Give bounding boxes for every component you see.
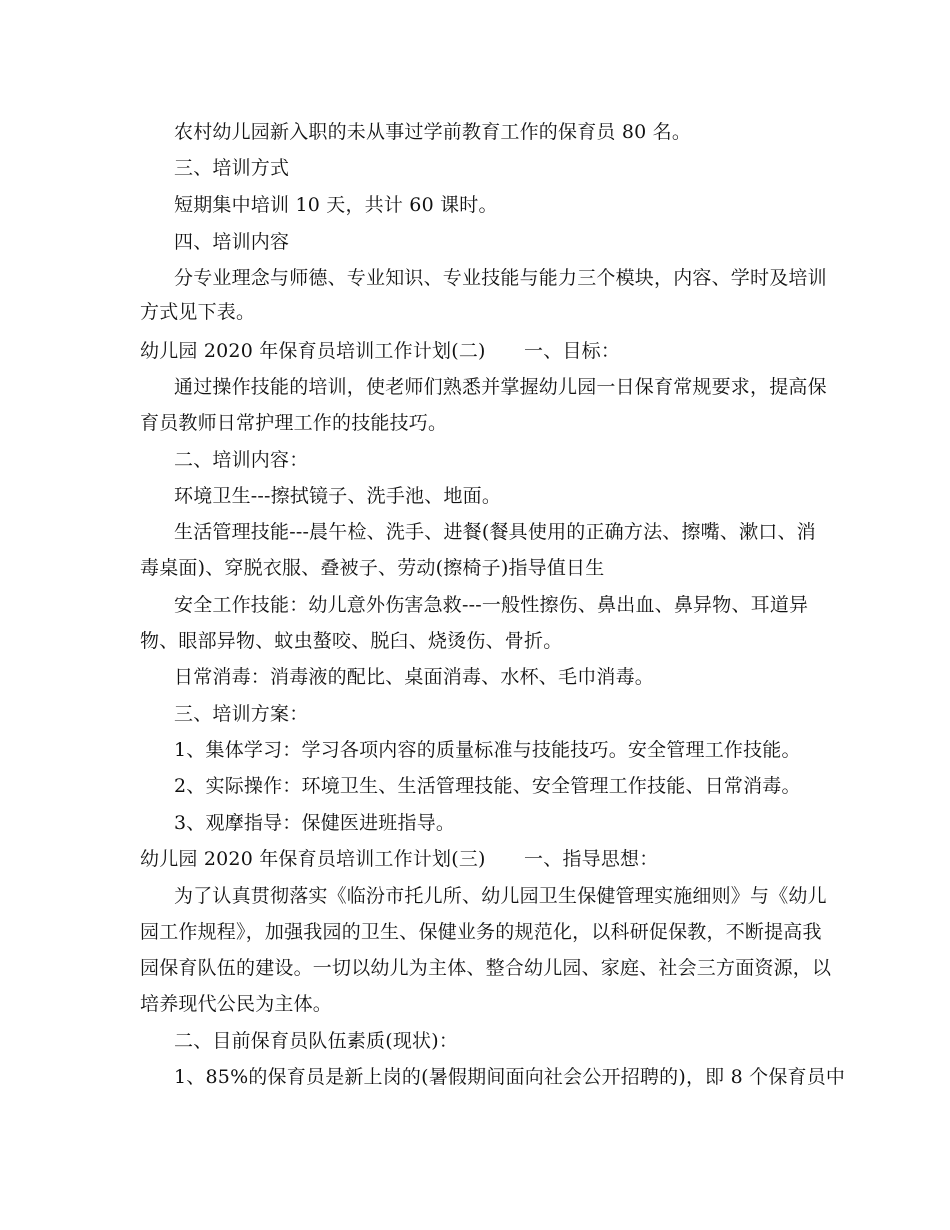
text-line: 为了认真贯彻落实《临汾市托儿所、幼儿园卫生保健管理实施细则》与《幼儿	[174, 885, 827, 907]
text-line: 短期集中培训 10 天，共计 60 课时。	[174, 194, 498, 216]
text-line: 3、观摩指导：保健医进班指导。	[174, 812, 456, 834]
text-line: 园保育队伍的建设。一切以幼儿为主体、整合幼儿园、家庭、社会三方面资源，以	[140, 957, 832, 979]
text-line: 方式见下表。	[140, 301, 256, 323]
text-line: 园工作规程》，加强我园的卫生、保健业务的规范化，以科研促保教，不断提高我	[140, 921, 822, 943]
text-line: 2、实际操作：环境卫生、生活管理技能、安全管理工作技能、日常消毒。	[174, 775, 801, 797]
text-line: 毒桌面)、穿脱衣服、叠被子、劳动(擦椅子)指导值日生	[140, 557, 605, 579]
text-line: 农村幼儿园新入职的未从事过学前教育工作的保育员 80 名。	[174, 121, 692, 143]
text-line: 1、85%的保育员是新上岗的(暑假期间面向社会公开招聘的)，即 8 个保育员中	[174, 1066, 846, 1088]
section-heading: 二、培训内容：	[174, 449, 309, 471]
text-line: 1、集体学习：学习各项内容的质量标准与技能技巧。安全管理工作技能。	[174, 739, 801, 761]
text-line: 通过操作技能的培训，使老师们熟悉并掌握幼儿园一日保育常规要求，提高保	[174, 376, 827, 398]
section-heading: 二、目前保育员队伍素质(现状)：	[174, 1030, 459, 1052]
text-line: 日常消毒：消毒液的配比、桌面消毒、水杯、毛巾消毒。	[174, 666, 655, 688]
text-line: 环境卫生---擦拭镜子、洗手池、地面。	[174, 485, 502, 507]
text-line: 分专业理念与师德、专业知识、专业技能与能力三个模块，内容、学时及培训	[174, 267, 827, 289]
section-heading: 三、培训方案：	[174, 703, 309, 725]
text-line: 物、眼部异物、蚊虫螯咬、脱臼、烧烫伤、骨折。	[140, 630, 563, 652]
section-heading: 四、培训内容	[174, 231, 290, 253]
text-line: 安全工作技能：幼儿意外伤害急救---一般性擦伤、鼻出血、鼻异物、耳道异	[174, 594, 809, 616]
section-heading: 三、培训方式	[174, 157, 290, 179]
text-line: 育员教师日常护理工作的技能技巧。	[140, 412, 448, 434]
plan-title: 幼儿园 2020 年保育员培训工作计划(二) 一、目标：	[140, 340, 621, 362]
plan-title: 幼儿园 2020 年保育员培训工作计划(三) 一、指导思想：	[140, 848, 659, 870]
text-line: 生活管理技能---晨午检、洗手、进餐(餐具使用的正确方法、擦嘴、漱口、消	[174, 521, 816, 543]
text-line: 培养现代公民为主体。	[140, 993, 333, 1015]
